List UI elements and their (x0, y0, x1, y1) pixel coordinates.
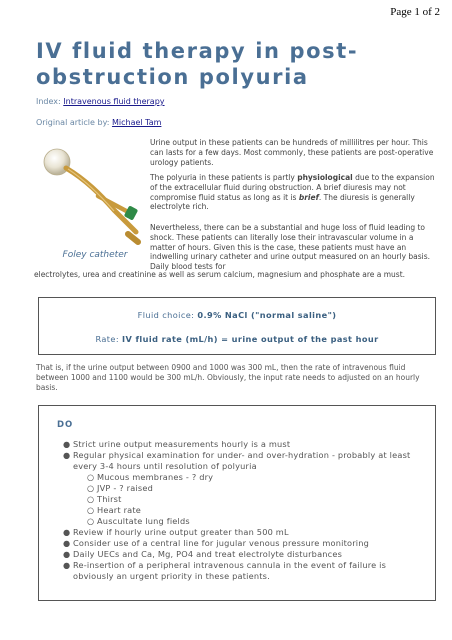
index-label: Index: (36, 97, 61, 106)
fluid-choice-value: 0.9% NaCl ("normal saline") (197, 310, 337, 320)
do-list (63, 439, 423, 582)
sub-list-item-text: JVP - ? raised (97, 483, 154, 493)
list-item (63, 527, 423, 538)
paragraph-shock: Nevertheless, there can be a substantial and huge loss of fluid leading to shock. These patients can literally lose their intravascular volume in a matter of hours. Given this is the case, these patients must have an indwelling urinary catheter and urine output measured on an hourly basis. Daily blood tests for (150, 223, 431, 272)
fluid-choice-box (38, 297, 436, 355)
list-item-text: Consider use of a central line for jugular venous pressure monitoring (73, 538, 370, 548)
list-item (63, 439, 423, 450)
bullet-icon: ● (63, 527, 71, 537)
sub-list-item-text: Thirst (97, 494, 122, 504)
paragraph-shock-continued: electrolytes, urea and creatinine as well as serum calcium, magnesium and phosphate are a must. (34, 270, 406, 279)
p2-text-a: The polyuria in these patients is partly (150, 173, 295, 182)
sub-list-item (63, 483, 423, 494)
circle-bullet-icon: ○ (87, 516, 95, 526)
list-item-text: Re-insertion of a peripheral intravenous cannula in the event of failure is obviously an urgent priority in these patients. (73, 560, 387, 581)
list-item-text: Review if hourly urine output greater than 500 mL (73, 527, 289, 537)
do-title: DO (57, 420, 74, 430)
fluid-rate-value: IV fluid rate (mL/h) = urine output of the past hour (122, 334, 379, 344)
bullet-icon: ● (63, 450, 71, 460)
original-article-line (36, 118, 161, 127)
p2-bold-physiological: physiological (297, 173, 353, 182)
foley-catheter-image (38, 138, 142, 256)
original-label: Original article by: (36, 118, 110, 127)
paragraph-physiological (150, 173, 438, 212)
list-item (63, 549, 423, 560)
list-item (63, 450, 423, 472)
index-line (36, 97, 165, 106)
bullet-icon: ● (63, 439, 71, 449)
bullet-icon: ● (63, 549, 71, 559)
circle-bullet-icon: ○ (87, 472, 95, 482)
fluid-rate-label: Rate: (95, 334, 120, 344)
list-item (63, 560, 423, 582)
fluid-rate-row (39, 334, 435, 344)
do-box (38, 405, 436, 601)
sub-list-item-text: Heart rate (97, 505, 142, 515)
article-title: IV fluid therapy in post-obstruction polyuria (36, 39, 359, 89)
sub-list-item-text: Auscultate lung fields (97, 516, 190, 526)
list-item (63, 538, 423, 549)
p2-bold-brief: brief (298, 192, 319, 202)
bullet-icon: ● (63, 538, 71, 548)
figure-caption: Foley catheter (62, 250, 128, 260)
list-item-text: Daily UECs and Ca, Mg, PO4 and treat electrolyte disturbances (73, 549, 343, 559)
p2-text-e: . The diuresis is generally electrolyte rich. (150, 192, 415, 212)
p2-text-c: due to the expansion of the extracellular fluid during obstruction. A brief diuresis may not compromise fluid status as long as it is (150, 173, 435, 202)
fluid-choice-row (39, 310, 435, 320)
author-link[interactable]: Michael Tam (111, 118, 162, 127)
list-item-text: Regular physical examination for under- and over-hydration - probably at least every 3-4 hours until resolution of polyuria (73, 450, 411, 471)
sub-list-item (63, 505, 423, 516)
bullet-icon: ● (63, 560, 71, 570)
index-link[interactable]: Intravenous fluid therapy (63, 97, 165, 106)
sub-list-item (63, 494, 423, 505)
circle-bullet-icon: ○ (87, 494, 95, 504)
paragraph-urine-output: Urine output in these patients can be hundreds of millilitres per hour. This can lasts for a few days. Most commonly, these patients are post-operative urology patients. (150, 138, 434, 167)
paragraph-rate-example: That is, if the urine output between 0900 and 1000 was 300 mL, then the rate of intravenous fluid between 1000 and 1100 would be 300 mL/h. Obviously, the input rate needs to adjusted on an hourly basis. (36, 363, 420, 392)
circle-bullet-icon: ○ (87, 505, 95, 515)
sub-list-item (63, 472, 423, 483)
list-item-text: Strict urine output measurements hourly is a must (73, 439, 291, 449)
sub-list-item-text: Mucous membranes - ? dry (97, 472, 214, 482)
sub-list-item (63, 516, 423, 527)
page-number: Page 1 of 2 (390, 6, 440, 18)
circle-bullet-icon: ○ (87, 483, 95, 493)
fluid-choice-label: Fluid choice: (137, 310, 195, 320)
